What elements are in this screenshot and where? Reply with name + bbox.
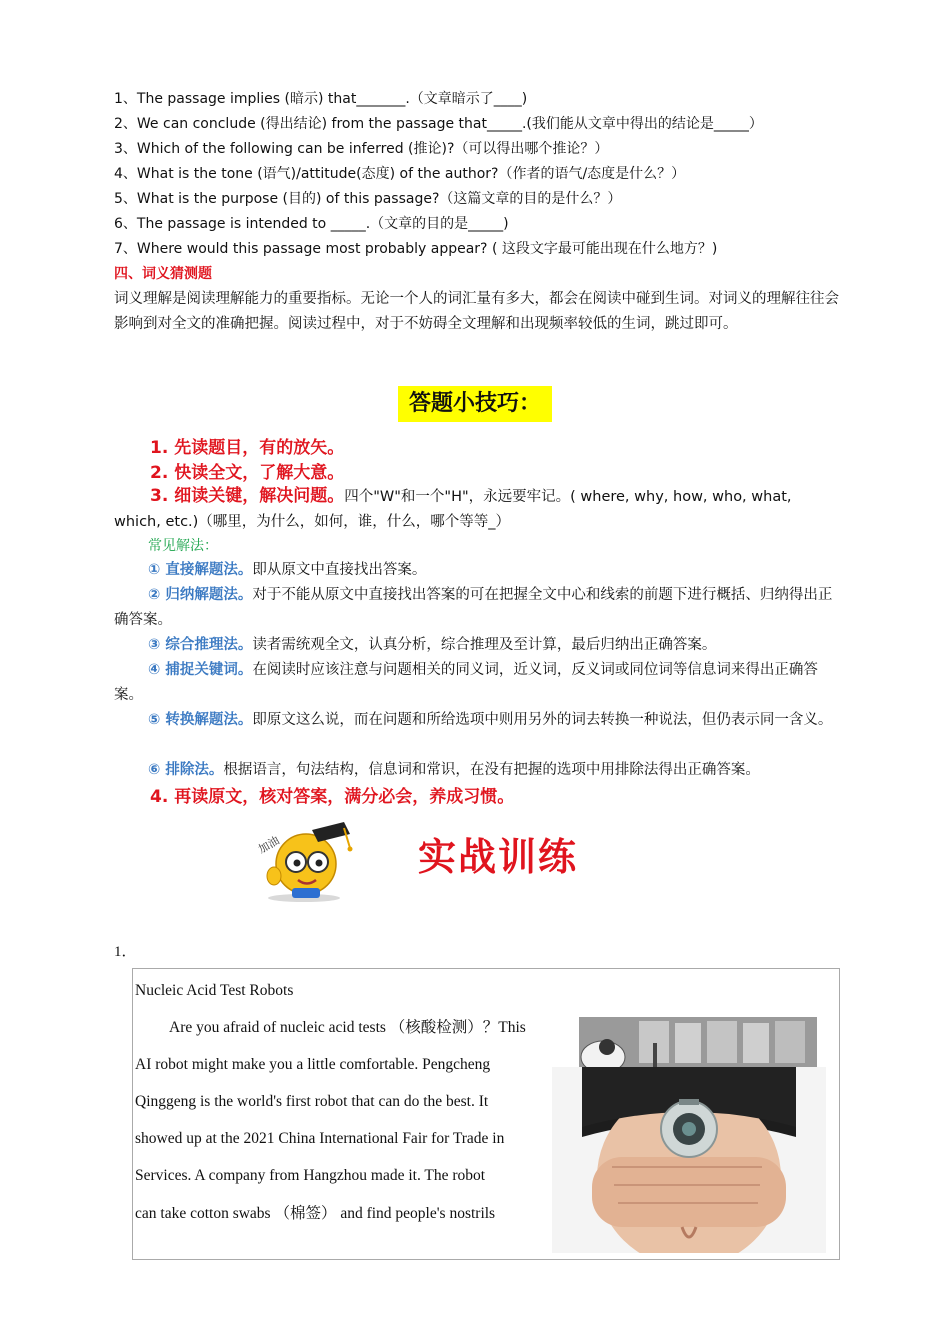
list-item-7: 7、Where would this passage most probably appear? ( 这段文字最可能出现在什么地方？) — [114, 241, 718, 257]
method-6 — [114, 758, 840, 783]
mascot-caption: 加油 — [256, 833, 282, 857]
list-item-3: 3、Which of the following can be inferred (推论)?（可以得出哪个推论？） — [114, 141, 609, 157]
article-line-6: can take cotton swabs （棉签） and find people's nostrils — [135, 1205, 496, 1222]
step-3-label: 3. 细读关键，解决问题。 — [150, 486, 345, 506]
list-item-2: 2、We can conclude (得出结论) from the passage that_____.(我们能从文章中得出的结论是_____） — [114, 116, 763, 132]
list-item-1: 1、The passage implies (暗示) that_______.（文章暗示了____) — [114, 91, 528, 107]
article-line-2: AI robot might make you a little comfortable. Pengcheng — [135, 1056, 491, 1073]
method-3-name: ③ 综合推理法。 — [148, 637, 253, 653]
list-item-6: 6、The passage is intended to _____.（文章的目的是_____) — [114, 216, 509, 232]
list-item-5: 5、What is the purpose (目的) of this passage?（这篇文章的目的是什么？） — [114, 191, 622, 207]
method-1-desc: 即从原文中直接找出答案。 — [252, 562, 427, 578]
method-1-name: ① 直接解题法。 — [148, 562, 253, 578]
method-3 — [114, 633, 840, 658]
section-body: 词义理解是阅读理解能力的重要指标。无论一个人的词汇量有多大，都会在阅读中碰到生词。对词义的理解往往会影响到对全文的准确把握。阅读过程中，对于不妨碍全文理解和出现频率较低的生词，跳过即可。 — [114, 291, 839, 332]
mascot-illustration — [252, 818, 356, 902]
article-line-5: Services. A company from Hangzhou made it. The robot — [135, 1167, 486, 1184]
step-1: 1. 先读题目，有的放矢。 — [150, 438, 345, 458]
method-4-desc: 在阅读时应该注意与问题相关的同义词，近义词，反义词或同位词等信息词来得出正确答案。 — [114, 662, 818, 703]
robot-photo — [579, 1017, 817, 1067]
person-photo — [552, 1067, 826, 1253]
step-3-text: 四个"W"和一个"H"，永远要牢记。( where, why, how, who, what, which, etc.)（哪里，为什么，如何，谁，什么，哪个等等_） — [114, 489, 792, 530]
method-3-desc: 读者需统观全文，认真分析，综合推理及至计算，最后归纳出正确答案。 — [252, 637, 717, 653]
method-6-name: ⑥ 排除法。 — [148, 762, 224, 778]
method-5-name: ⑤ 转换解题法。 — [148, 712, 253, 728]
methods-heading: 常见解法： — [148, 538, 218, 554]
article-line-1: Are you afraid of nucleic acid tests （核酸检测）？This — [169, 1019, 526, 1036]
step-2: 2. 快读全文，了解大意。 — [150, 463, 345, 483]
method-4-name: ④ 捕捉关键词。 — [148, 662, 253, 678]
article-title: Nucleic Acid Test Robots — [135, 982, 294, 999]
tips-title: 答题小技巧： — [398, 386, 552, 422]
question-number: 1． — [114, 944, 137, 960]
method-2-desc: 对于不能从原文中直接找出答案的可在把握全文中心和线索的前题下进行概括、归纳得出正确答案。 — [114, 587, 833, 628]
step-3 — [114, 484, 840, 535]
article-line-3: Qinggeng is the world's first robot that can do the best. It — [135, 1093, 489, 1110]
method-5 — [114, 708, 840, 733]
step-4: 4. 再读原文，核对答案，满分必会，养成习惯。 — [150, 787, 515, 807]
article-line-4: showed up at the 2021 China International Fair for Trade in — [135, 1130, 505, 1147]
method-5-desc: 即原文这么说，而在问题和所给选项中则用另外的词去转换一种说法，但仍表示同一含义。 — [252, 712, 833, 728]
method-2-name: ② 归纳解题法。 — [148, 587, 253, 603]
method-1 — [114, 558, 840, 583]
method-4 — [114, 658, 840, 708]
section-heading: 四、词义猜测题 — [114, 266, 212, 282]
method-6-desc: 根据语言，句法结构，信息词和常识，在没有把握的选项中用排除法得出正确答案。 — [223, 762, 760, 778]
practice-title: 实战训练 — [418, 834, 579, 879]
method-2 — [114, 583, 840, 633]
list-item-4: 4、What is the tone (语气)/attitude(态度) of the author?（作者的语气/态度是什么？） — [114, 166, 686, 182]
